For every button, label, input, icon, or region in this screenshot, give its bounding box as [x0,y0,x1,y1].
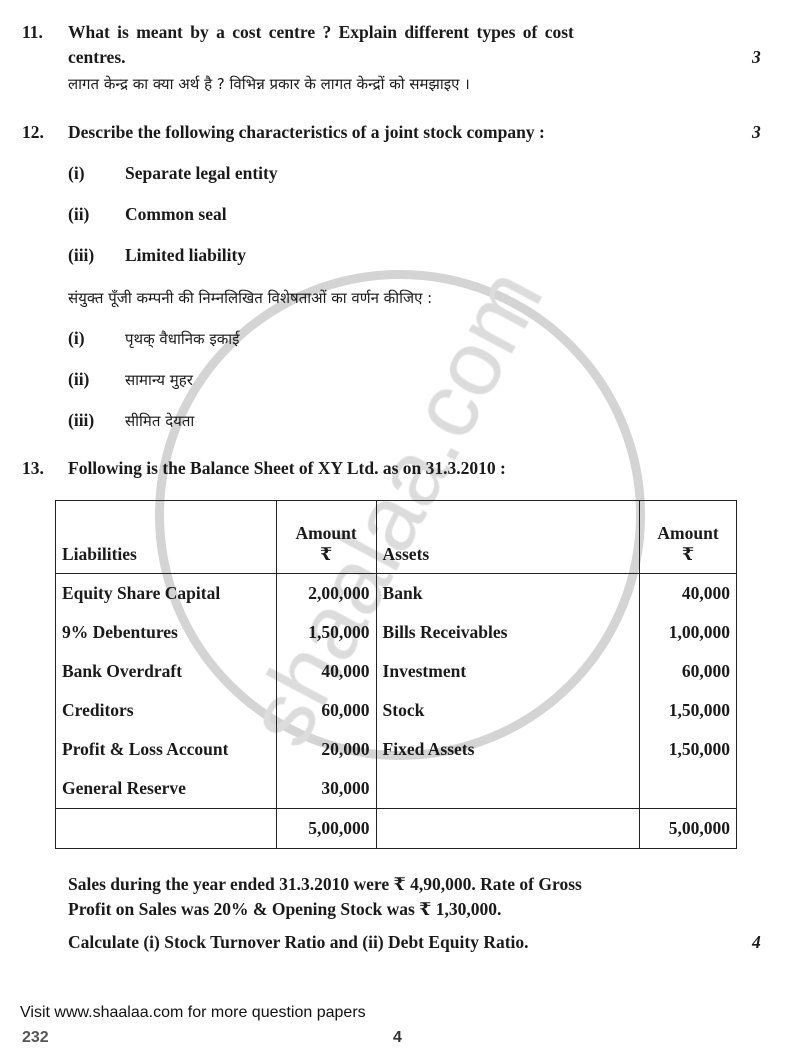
q12-text: Describe the following characteristics of a joint stock company : [68,122,545,142]
liability-name: 9% Debentures [56,613,277,652]
item-number: (i) [68,163,85,183]
asset-amount: 1,50,000 [640,730,737,769]
item-text: पृथक् वैधानिक इकाई [125,330,240,348]
asset-amount [640,769,737,809]
item-number: (i) [68,328,85,348]
asset-name: Bills Receivables [376,613,640,652]
asset-name: Bank [376,574,640,614]
item-number: (iii) [68,410,95,430]
asset-name: Fixed Assets [376,730,640,769]
item-text: सीमित देयता [125,412,195,430]
asset-amount: 1,00,000 [640,613,737,652]
q11-marks: 3 [752,47,761,67]
header-liabilities: Liabilities [56,501,277,574]
liability-amount: 40,000 [276,652,376,691]
item-number: (iii) [68,245,95,265]
asset-name: Investment [376,652,640,691]
balance-sheet-table [55,500,737,849]
item-text: Separate legal entity [125,163,278,183]
q12-number: 12. [22,122,44,142]
liability-name: Creditors [56,691,277,730]
liability-amount: 60,000 [276,691,376,730]
total-assets: 5,00,000 [640,809,737,849]
item-text: Limited liability [125,245,247,265]
table-row [56,730,737,769]
q13-para-2: Profit on Sales was 20% & Opening Stock was ₹ 1,30,000. [68,899,502,919]
q13-number: 13. [22,458,44,478]
q11-hindi: लागत केन्द्र का क्या अर्थ है ? विभिन्न प्रकार के लागत केन्द्रों को समझाइए । [68,75,470,93]
header-amount [640,501,737,574]
total-liabilities: 5,00,000 [276,809,376,849]
liability-name: Bank Overdraft [56,652,277,691]
footer-link[interactable]: Visit www.shaalaa.com for more question papers [20,1004,366,1021]
header-amount [276,501,376,574]
liability-name: Equity Share Capital [56,574,277,614]
total-row [56,809,737,849]
amount-label: Amount [657,523,719,543]
q11-number: 11. [22,22,43,42]
item-number: (ii) [68,369,90,389]
liability-amount: 2,00,000 [276,574,376,614]
q13-marks: 4 [752,932,761,952]
amount-label: Amount [295,523,357,543]
item-text: सामान्य मुहर [125,371,193,389]
q11-text: What is meant by a cost centre ? Explain different types of cost [68,22,574,42]
q13-text: Following is the Balance Sheet of XY Ltd. as on 31.3.2010 : [68,458,506,478]
currency-label: ₹ [319,544,333,564]
liability-amount: 30,000 [276,769,376,809]
table-header [56,501,737,574]
liability-amount: 20,000 [276,730,376,769]
asset-amount: 60,000 [640,652,737,691]
asset-name: Stock [376,691,640,730]
table-row [56,574,737,614]
table-row [56,652,737,691]
table-row [56,769,737,809]
q12-hindi: संयुक्त पूँजी कम्पनी की निम्नलिखित विशेषताओं का वर्णन कीजिए : [68,289,433,307]
blank-cell [376,809,640,849]
currency-label: ₹ [681,544,695,564]
liability-amount: 1,50,000 [276,613,376,652]
q13-para-1: Sales during the year ended 31.3.2010 were ₹ 4,90,000. Rate of Gross [68,874,582,894]
asset-amount: 40,000 [640,574,737,614]
item-number: (ii) [68,204,90,224]
page-number-small: 4 [393,1029,402,1046]
page-number: 232 [22,1029,49,1046]
liability-name: Profit & Loss Account [56,730,277,769]
blank-cell [56,809,277,849]
q12-marks: 3 [752,122,761,142]
header-assets: Assets [376,501,640,574]
asset-name [376,769,640,809]
liability-name: General Reserve [56,769,277,809]
table-row [56,691,737,730]
asset-amount: 1,50,000 [640,691,737,730]
item-text: Common seal [125,204,227,224]
table-row [56,613,737,652]
q11-text-2: centres. [68,47,126,67]
q13-para-3: Calculate (i) Stock Turnover Ratio and (ii) Debt Equity Ratio. [68,932,529,952]
